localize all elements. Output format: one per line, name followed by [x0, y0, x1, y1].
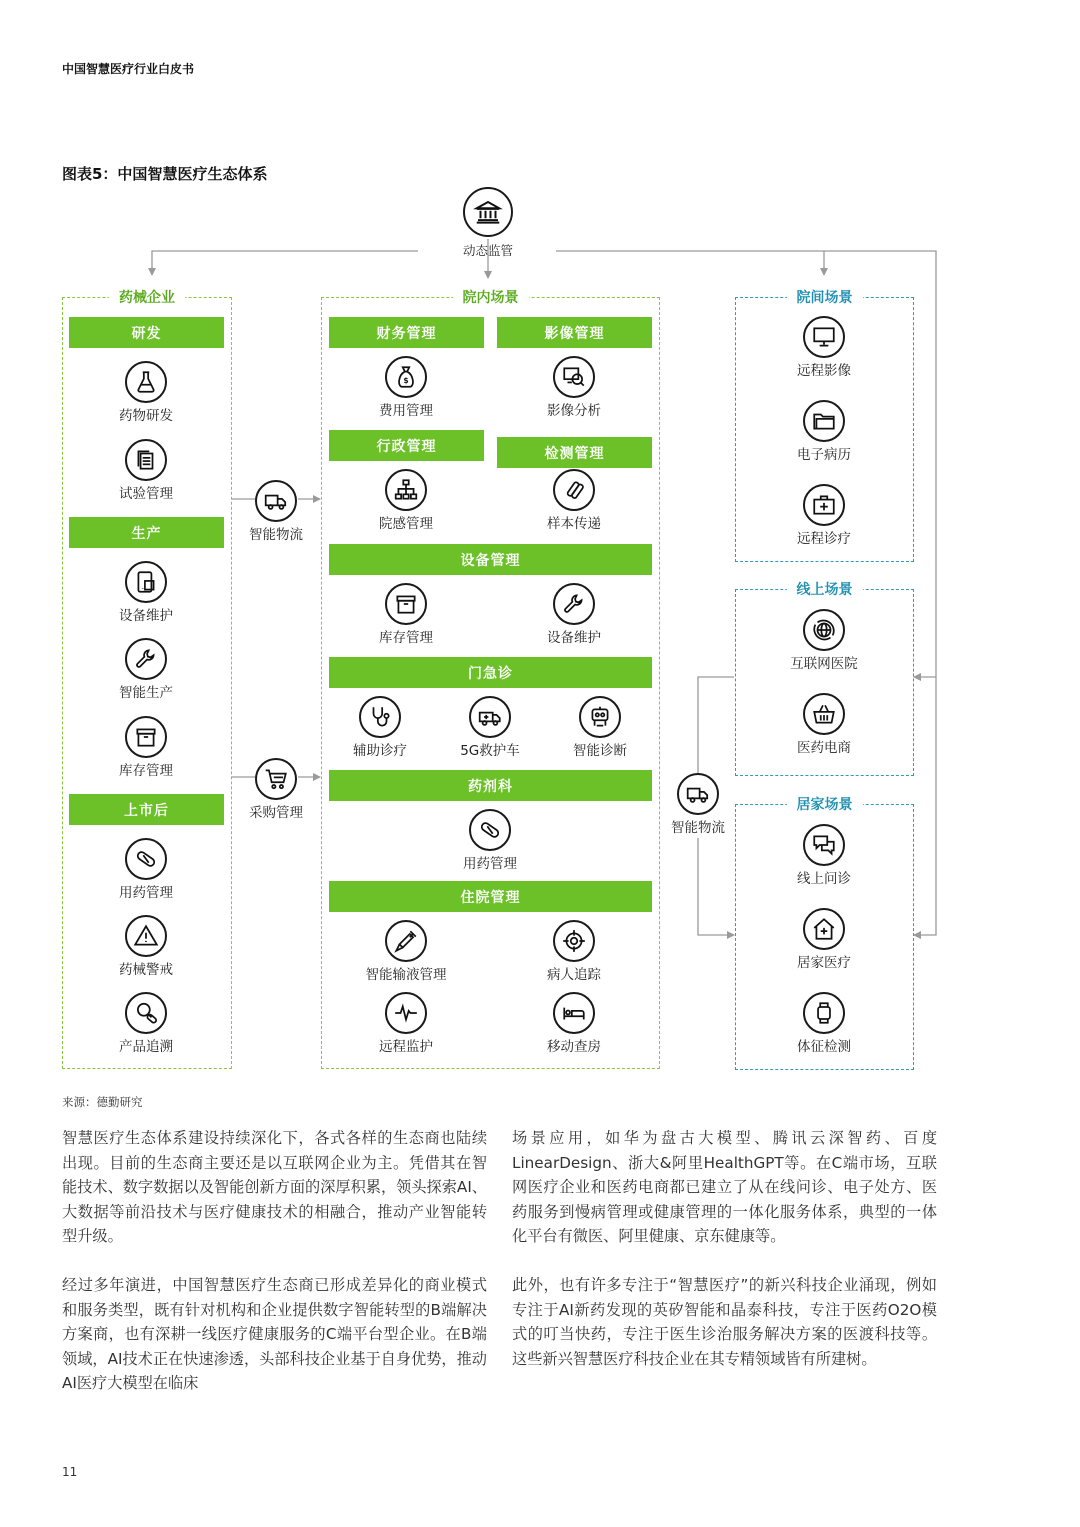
item-trial-mgmt-label: 试验管理 — [119, 486, 173, 502]
item-maintenance-hosp-label: 设备维护 — [547, 630, 601, 646]
item-drug-rd-label: 药物研发 — [119, 408, 173, 424]
svg-text:$: $ — [403, 375, 409, 385]
smartwatch-icon — [803, 992, 845, 1034]
top-regulation-label: 动态监管 — [462, 243, 513, 258]
bar-post-market: 上市后 — [69, 794, 224, 825]
globe-icon — [803, 609, 845, 651]
item-diagnosis-aid-label: 辅助诊疗 — [353, 743, 407, 759]
bank-icon — [463, 187, 513, 237]
item-telemedicine — [764, 484, 884, 548]
item-image-analysis-label: 影像分析 — [547, 403, 601, 419]
bar-equipment: 设备管理 — [329, 544, 652, 575]
item-equip-maint-label: 设备维护 — [119, 608, 173, 624]
connector-procurement — [216, 758, 336, 822]
item-smart-production-label: 智能生产 — [119, 685, 173, 701]
connector-logistics-right-label: 智能物流 — [671, 820, 725, 836]
item-pharma-ecommerce — [764, 693, 884, 757]
item-remote-imaging-label: 远程影像 — [797, 363, 851, 379]
item-5g-ambulance-label: 5G救护车 — [460, 743, 520, 759]
item-telemedicine-label: 远程诊疗 — [797, 531, 851, 547]
item-inventory-hosp-label: 库存管理 — [379, 630, 433, 646]
connector-logistics-left — [216, 480, 336, 544]
archive-box-icon — [385, 583, 427, 625]
item-diagnosis-aid — [320, 696, 440, 760]
item-infection-ctrl — [346, 469, 466, 533]
item-remote-monitoring-label: 远程监护 — [379, 1039, 433, 1055]
item-drug-rd — [86, 361, 206, 425]
monitor-icon — [803, 316, 845, 358]
item-5g-ambulance — [430, 696, 550, 760]
document-header: 中国智慧医疗行业白皮书 — [62, 62, 195, 76]
item-traceability — [86, 992, 206, 1056]
item-maintenance-hosp — [514, 583, 634, 647]
item-infusion-label: 智能输液管理 — [365, 967, 447, 983]
bar-inpatient: 住院管理 — [329, 881, 652, 912]
item-vital-signs — [764, 992, 884, 1056]
top-regulation — [428, 187, 548, 259]
warning-icon — [125, 915, 167, 957]
bar-admin: 行政管理 — [329, 430, 484, 461]
wrench-icon — [125, 638, 167, 680]
pharma-box-title: 药械企业 — [109, 289, 185, 307]
paragraph-3: 场景应用，如华为盘古大模型、腾讯云深智药、百度LinearDesign、浙大&阿里HealthGPT等。在C端市场，互联网医疗企业和医药电商都已建立了从在线问诊、电子处方、医药服务到慢病管理或健康管理的一体化服务体系，典型的一体化平台有微医、阿里健康、京东健康等。 — [512, 1129, 937, 1245]
image-analysis-icon — [553, 356, 595, 398]
medical-kit-icon — [803, 484, 845, 526]
cart-icon — [255, 758, 297, 800]
wrench-icon — [553, 583, 595, 625]
item-internet-hospital — [764, 609, 884, 673]
item-inventory-pharma-label: 库存管理 — [119, 763, 173, 779]
paragraph-4: 此外，也有许多专注于“智慧医疗”的新兴科技企业涌现，例如专注于AI新药发现的英矽智能和晶泰科技，专注于医药O2O模式的叮当快药，专注于医生诊治服务解决方案的医渡科技等。这些新兴智慧医疗科技企业在其专精领域皆有所建树。 — [512, 1276, 937, 1368]
folder-icon — [803, 400, 845, 442]
item-medication-pharma-label: 用药管理 — [119, 885, 173, 901]
bar-imaging: 影像管理 — [497, 317, 652, 348]
item-remote-imaging — [764, 316, 884, 380]
item-home-care — [764, 908, 884, 972]
test-tubes-icon — [553, 469, 595, 511]
item-medication-pharma — [86, 838, 206, 902]
hospital-box-title: 院内场景 — [453, 289, 529, 307]
item-medication-hosp-label: 用药管理 — [463, 856, 517, 872]
pill-icon — [469, 809, 511, 851]
item-smart-production — [86, 638, 206, 702]
flask-icon — [125, 361, 167, 403]
bed-icon — [553, 992, 595, 1034]
inter-hospital-box-title: 院间场景 — [787, 289, 863, 307]
basket-icon — [803, 693, 845, 735]
item-internet-hospital-label: 互联网医院 — [790, 656, 858, 672]
item-infection-ctrl-label: 院感管理 — [379, 516, 433, 532]
item-equip-maint — [86, 561, 206, 625]
bar-finance: 财务管理 — [329, 317, 484, 348]
device-icon — [125, 561, 167, 603]
item-vigilance — [86, 915, 206, 979]
robot-icon — [579, 696, 621, 738]
home-medical-icon — [803, 908, 845, 950]
bar-outpatient: 门急诊 — [329, 657, 652, 688]
paragraph-1: 智慧医疗生态体系建设持续深化下，各式各样的生态商也陆续出现。目前的生态商主要还是以互联网企业为主。凭借其在智能技术、数字数据以及智能创新方面的深厚积累，领头探索AI、大数据等前沿技术与医疗健康技术的相融合，推动产业智能转型升级。 — [62, 1129, 487, 1245]
item-emr — [764, 400, 884, 464]
item-remote-monitoring — [346, 992, 466, 1056]
org-chart-icon — [385, 469, 427, 511]
item-smart-diagnosis — [540, 696, 660, 760]
item-online-consult-label: 线上问诊 — [797, 871, 851, 887]
figure-title: 图表5：中国智慧医疗生态体系 — [62, 165, 268, 183]
bar-pharmacy: 药剂科 — [329, 770, 652, 801]
archive-box-icon — [125, 716, 167, 758]
item-inventory-hosp — [346, 583, 466, 647]
connector-logistics-left-label: 智能物流 — [249, 527, 303, 543]
bar-production: 生产 — [69, 517, 224, 548]
item-patient-tracking-label: 病人追踪 — [547, 967, 601, 983]
bar-rd: 研发 — [69, 317, 224, 348]
money-bag-icon — [385, 356, 427, 398]
item-mobile-rounds-label: 移动查房 — [547, 1039, 601, 1055]
item-infusion — [346, 920, 466, 984]
item-sample-delivery — [514, 469, 634, 533]
item-pharma-ecommerce-label: 医药电商 — [797, 740, 851, 756]
stethoscope-icon — [359, 696, 401, 738]
item-vital-signs-label: 体征检测 — [797, 1039, 851, 1055]
ambulance-icon — [469, 696, 511, 738]
figure-source: 来源：德勤研究 — [62, 1095, 143, 1109]
item-image-analysis — [514, 356, 634, 420]
item-inventory-pharma — [86, 716, 206, 780]
item-emr-label: 电子病历 — [797, 447, 851, 463]
pill-icon — [125, 838, 167, 880]
item-traceability-label: 产品追溯 — [119, 1039, 173, 1055]
item-smart-diagnosis-label: 智能诊断 — [573, 743, 627, 759]
chat-icon — [803, 824, 845, 866]
syringe-icon — [385, 920, 427, 962]
heartbeat-icon — [385, 992, 427, 1034]
paragraph-2: 经过多年演进，中国智慧医疗生态商已形成差异化的商业模式和服务类型，既有针对机构和企业提供数字智能转型的B端解决方案商，也有深耕一线医疗健康服务的C端平台型企业。在B端领域，AI技术正在快速渗透，头部科技企业基于自身优势，推动AI医疗大模型在临床 — [62, 1276, 487, 1392]
item-medication-hosp — [430, 809, 550, 873]
item-home-care-label: 居家医疗 — [797, 955, 851, 971]
target-icon — [553, 920, 595, 962]
truck-icon — [255, 480, 297, 522]
truck-icon — [677, 773, 719, 815]
connector-procurement-label: 采购管理 — [249, 805, 303, 821]
item-trial-mgmt — [86, 439, 206, 503]
item-mobile-rounds — [514, 992, 634, 1056]
page-number: 11 — [62, 1465, 78, 1479]
home-box-title: 居家场景 — [787, 796, 863, 814]
item-cost-mgmt-label: 费用管理 — [379, 403, 433, 419]
documents-icon — [125, 439, 167, 481]
item-patient-tracking — [514, 920, 634, 984]
item-cost-mgmt — [346, 356, 466, 420]
item-sample-delivery-label: 样本传递 — [547, 516, 601, 532]
search-pill-icon — [125, 992, 167, 1034]
bar-testing: 检测管理 — [497, 437, 652, 468]
item-online-consult — [764, 824, 884, 888]
online-box-title: 线上场景 — [787, 581, 863, 599]
item-vigilance-label: 药械警戒 — [119, 962, 173, 978]
